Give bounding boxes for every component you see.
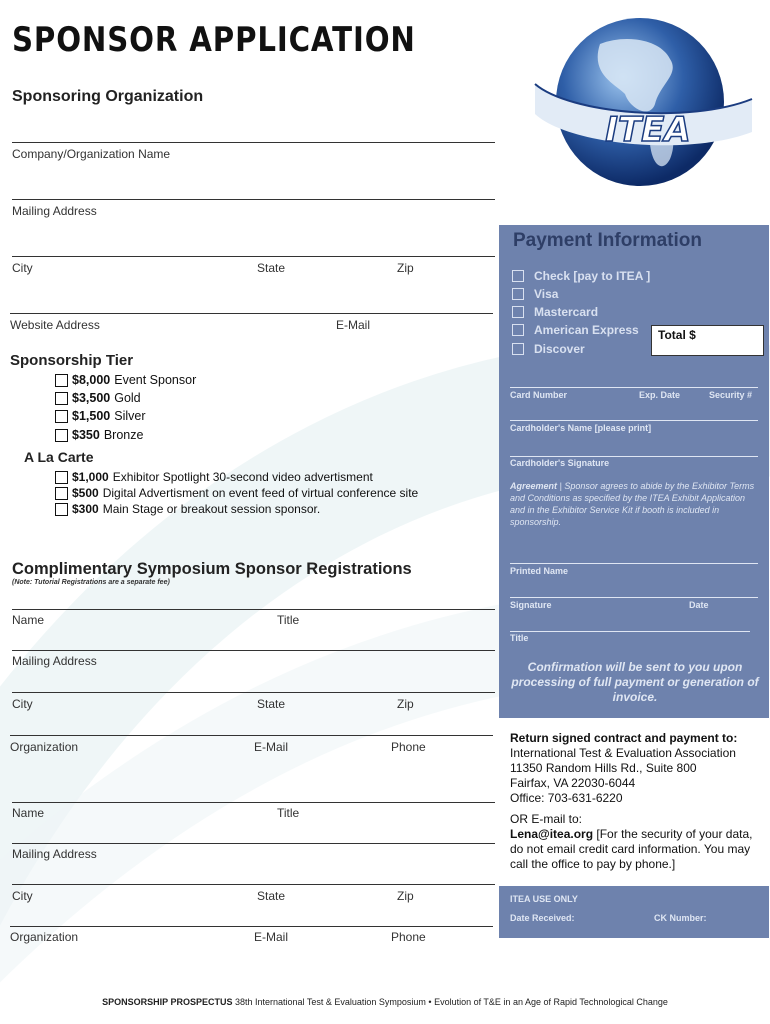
website-label: Website Address	[10, 318, 100, 332]
zip-label: Zip	[397, 261, 414, 275]
checkbox[interactable]	[512, 343, 524, 355]
city-label: City	[12, 261, 33, 275]
mailing-line[interactable]	[12, 199, 495, 200]
total-field[interactable]: Total $	[651, 325, 764, 356]
tier-option[interactable]: $1,500 Silver	[55, 409, 146, 423]
reg2-phone-label: Phone	[391, 930, 426, 944]
checkbox[interactable]	[55, 374, 68, 387]
cardholder-name-label: Cardholder's Name [please print]	[510, 423, 652, 433]
a-la-carte-option[interactable]: $1,000 Exhibitor Spotlight 30-second video advertisment	[55, 470, 373, 484]
title-line[interactable]	[510, 631, 750, 632]
return-info	[510, 731, 765, 872]
return-address1: 11350 Random Hills Rd., Suite 800	[510, 761, 697, 775]
reg1-city-line[interactable]	[12, 692, 495, 693]
signature-line[interactable]	[510, 597, 758, 598]
reg1-org-label: Organization	[10, 740, 79, 754]
checkbox[interactable]	[55, 392, 68, 405]
return-office: Office: 703-631-6220	[510, 791, 623, 805]
ck-number-label: CK Number:	[654, 913, 707, 923]
checkbox[interactable]	[55, 487, 68, 500]
complimentary-note: (Note: Tutorial Registrations are a separate fee)	[12, 579, 170, 586]
reg2-state-label: State	[257, 889, 286, 903]
payment-option-discover[interactable]: Discover	[512, 342, 585, 356]
payment-option-visa[interactable]: Visa	[512, 287, 558, 301]
reg2-city-line[interactable]	[12, 884, 495, 885]
reg2-title-label: Title	[277, 806, 300, 820]
a-la-carte-option[interactable]: $500 Digital Advertisment on event feed of virtual conference site	[55, 486, 418, 500]
reg2-zip-label: Zip	[397, 889, 414, 903]
logo-text: ITEA	[605, 110, 691, 150]
return-heading: Return signed contract and payment to:	[510, 731, 738, 745]
tier-option[interactable]: $8,000 Event Sponsor	[55, 373, 196, 387]
tier-heading: Sponsorship Tier	[10, 352, 134, 369]
reg1-phone-label: Phone	[391, 740, 426, 754]
checkbox[interactable]	[55, 410, 68, 423]
payment-option-amex[interactable]: American Express	[512, 323, 639, 337]
reg1-org-line[interactable]	[10, 735, 493, 736]
tier-option[interactable]: $3,500 Gold	[55, 391, 141, 405]
footer: SPONSORSHIP PROSPECTUS 38th International Test & Evaluation Symposium • Evolution of T&E in an Age of Rapid Technological Change	[102, 997, 668, 1007]
reg1-zip-label: Zip	[397, 697, 414, 711]
cardholder-sig-line[interactable]	[510, 456, 758, 457]
state-label: State	[257, 261, 286, 275]
card-number-line[interactable]	[510, 387, 758, 388]
a-la-carte-option[interactable]: $300 Main Stage or breakout session sponsor.	[55, 502, 320, 516]
reg2-email-label: E-Mail	[254, 930, 289, 944]
reg1-name-line[interactable]	[12, 609, 495, 610]
return-address2: Fairfax, VA 22030-6044	[510, 776, 636, 790]
payment-heading: Payment Information	[513, 230, 702, 251]
reg1-name-label: Name	[12, 613, 45, 627]
reg2-org-line[interactable]	[10, 926, 493, 927]
payment-option-check[interactable]: Check [pay to ITEA ]	[512, 269, 650, 283]
reg1-mailing-label: Mailing Address	[12, 654, 97, 668]
reg2-org-label: Organization	[10, 930, 79, 944]
reg2-name-line[interactable]	[12, 802, 495, 803]
company-label: Company/Organization Name	[12, 147, 171, 161]
reg1-title-label: Title	[277, 613, 300, 627]
mailing-label: Mailing Address	[12, 204, 97, 218]
reg1-state-label: State	[257, 697, 286, 711]
a-la-carte-heading: A La Carte	[24, 449, 94, 465]
reg1-mailing-line[interactable]	[12, 650, 495, 651]
checkbox[interactable]	[55, 503, 68, 516]
exp-date-label: Exp. Date	[639, 390, 681, 400]
payment-option-mastercard[interactable]: Mastercard	[512, 305, 598, 319]
security-label: Security #	[709, 390, 753, 400]
date-label: Date	[689, 600, 709, 610]
agreement-text: Agreement | Sponsor agrees to abide by the Exhibitor Terms and Conditions as specified by the ITEA Exhibit Application and in the Exhibitor Service Kit if booth is included in sponsorship.	[510, 481, 755, 527]
signature-label: Signature	[510, 600, 552, 610]
reg2-mailing-label: Mailing Address	[12, 847, 97, 861]
itea-globe-logo	[530, 14, 756, 200]
printed-name-label: Printed Name	[510, 566, 569, 576]
reg2-name-label: Name	[12, 806, 45, 820]
sponsoring-heading: Sponsoring Organization	[12, 88, 204, 105]
page-title: SPONSOR APPLICATION	[12, 20, 416, 60]
complimentary-heading: Complimentary Symposium Sponsor Registrations	[12, 560, 412, 578]
reg1-email-label: E-Mail	[254, 740, 289, 754]
cardholder-sig-label: Cardholder's Signature	[510, 458, 610, 468]
return-or-email: OR E-mail to:	[510, 812, 583, 826]
card-number-label: Card Number	[510, 390, 568, 400]
tier-option[interactable]: $350 Bronze	[55, 428, 143, 442]
confirmation-text: Confirmation will be sent to you upon processing of full payment or generation of invoice.	[511, 660, 759, 704]
checkbox[interactable]	[55, 429, 68, 442]
email-label: E-Mail	[336, 318, 371, 332]
checkbox[interactable]	[512, 324, 524, 336]
return-email-block: Lena@itea.org [For the security of your data, do not email credit card information. You may call the office to pay by phone.]	[510, 827, 753, 871]
cardholder-name-line[interactable]	[510, 420, 758, 421]
checkbox[interactable]	[512, 288, 524, 300]
return-org: International Test & Evaluation Association	[510, 746, 736, 760]
reg1-city-label: City	[12, 697, 33, 711]
checkbox[interactable]	[512, 306, 524, 318]
company-line[interactable]	[12, 142, 495, 143]
reg2-mailing-line[interactable]	[12, 843, 495, 844]
date-received-label: Date Received:	[510, 913, 575, 923]
checkbox[interactable]	[512, 270, 524, 282]
reg2-city-label: City	[12, 889, 33, 903]
website-line[interactable]	[10, 313, 493, 314]
title-label: Title	[510, 633, 529, 643]
checkbox[interactable]	[55, 471, 68, 484]
email-link[interactable]: Lena@itea.org	[510, 827, 594, 841]
city-line[interactable]	[12, 256, 495, 257]
itea-use-heading: ITEA USE ONLY	[510, 894, 578, 904]
printed-name-line[interactable]	[510, 563, 758, 564]
